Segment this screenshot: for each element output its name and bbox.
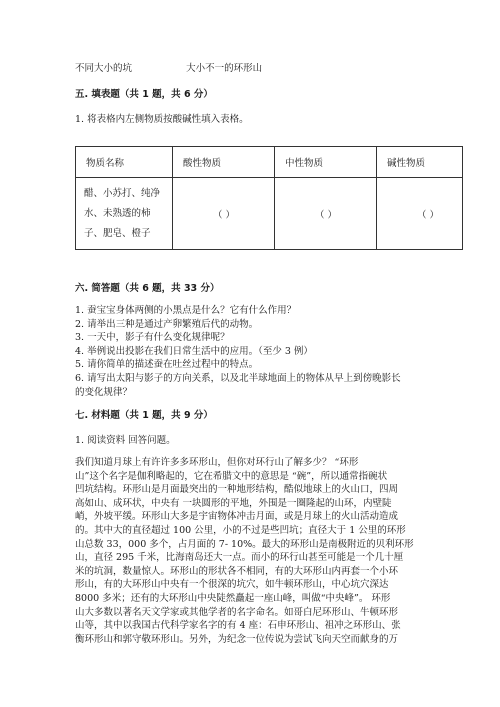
- passage-line: 高如山、成环状，中央有 一块圆形的平地，外围是一圈隆起的山环，内壁陡: [75, 497, 392, 509]
- passage-line: 衡环形山和郭守敬环形山。另外，为纪念一位传说为尝试飞向天空而献身的万: [75, 633, 399, 645]
- answer-blank: （ ）: [417, 209, 440, 221]
- passage-line: 形山，有的大环形山中央有一个很深的坑穴，如牛顿环形山，中心坑穴深达: [75, 579, 389, 591]
- section-6-questions: [75, 304, 425, 399]
- question-item: 3. 一天中，影子有什么变化规律呢？: [75, 332, 230, 344]
- comparison-row: [75, 62, 262, 75]
- passage-line: 的。其中大的直径超过 100 公里，小的不过是些凹坑；直径大于 1 公里的环形: [75, 524, 406, 536]
- table-header-row: [76, 147, 463, 178]
- passage-line: 山大多数以著名天文学家或其他学者的名字命名。如哥白尼环形山、牛顿环形: [75, 606, 399, 618]
- passage-line: 8000 多米；还有的大环形山中央陡然矗起一座山峰，叫做“中央峰”。 环形: [75, 592, 391, 604]
- question-item: 5. 请你简单的描述蚕在吐丝过程中的特点。: [75, 359, 259, 371]
- passage-line: 山总数 33，000 多个，占月面的 7- 10%。最大的环形山是南极附近的贝利环形: [75, 538, 414, 550]
- header-alkaline: 碱性物质: [377, 147, 463, 178]
- section-7-question: 1. 阅读资料 回答问题。: [75, 435, 176, 446]
- substance-line: 子、肥皂、橙子: [84, 227, 151, 239]
- question-item: 4. 举例说出投影在我们日常生活中的应用。（至少 3 例）: [75, 345, 313, 357]
- comparison-right: 大小不一的环形山: [186, 63, 263, 74]
- section-5-question: 1. 将表格内左侧物质按酸碱性填入表格。: [75, 114, 249, 125]
- passage-line: 山等，其中以我国古代科学家名字的有 4 座：石申环形山、祖冲之环形山、张: [75, 620, 401, 632]
- answer-blank: （ ）: [315, 209, 338, 221]
- substance-list-cell: [76, 178, 173, 250]
- passage-line: 我们知道月球上有许许多多环形山，但你对环行山了解多少？ “环形: [75, 457, 359, 468]
- question-item: 6. 请写出太阳与影子的方向关系，以及北半球地面上的物体从早上到傍晚影长: [75, 372, 401, 384]
- passage-line: 山，直径 295 千米，比海南岛还大一点。而小的环行山甚至可能是一个几十厘: [75, 552, 404, 564]
- passage-line: 凹坑结构。环形山是月面最突出的一种地形结构，酷似地球上的火山口，四周: [75, 484, 399, 496]
- question-item: 1. 蚕宝宝身体两侧的小黑点是什么？它有什么作用？: [75, 305, 297, 316]
- header-substance: 物质名称: [76, 147, 173, 178]
- neutral-answer-cell[interactable]: [275, 178, 377, 250]
- question-item: 2. 请举出三种是通过产卵繁殖后代的动物。: [75, 318, 259, 330]
- header-acidic: 酸性物质: [173, 147, 275, 178]
- substance-line: 水、未熟透的柿: [84, 207, 151, 219]
- table-body-row: [76, 178, 463, 250]
- alkaline-answer-cell[interactable]: [377, 178, 463, 250]
- answer-blank: （ ）: [213, 209, 236, 221]
- passage-line: 山”这个名字是伽利略起的，它在希腊文中的意思是 “碗”，所以通常指碗状: [75, 470, 388, 482]
- section-7-heading: 七. 材料题（共 1 题，共 9 分）: [75, 410, 213, 421]
- comparison-left: 不同大小的坑: [75, 63, 133, 74]
- passage-line: 米的坑洞，数量惊人。环形山的形状各不相同，有的大环形山内再套一个小环: [75, 565, 399, 577]
- acid-base-table: [75, 146, 463, 250]
- acidic-answer-cell[interactable]: [173, 178, 275, 250]
- header-neutral: 中性物质: [275, 147, 377, 178]
- reading-passage: [75, 456, 425, 646]
- question-item-continuation: 的变化规律？: [75, 386, 133, 398]
- section-5-heading: 五. 填表题（共 1 题，共 6 分）: [75, 89, 213, 100]
- passage-line: 峭，外坡平缓。环形山大多是宇宙物体冲击月面，或是月球上的火山活动造成: [75, 511, 399, 523]
- section-6-heading: 六. 简答题（共 6 题，共 33 分）: [75, 283, 220, 294]
- substance-line: 醋、小苏打、纯净: [84, 187, 161, 199]
